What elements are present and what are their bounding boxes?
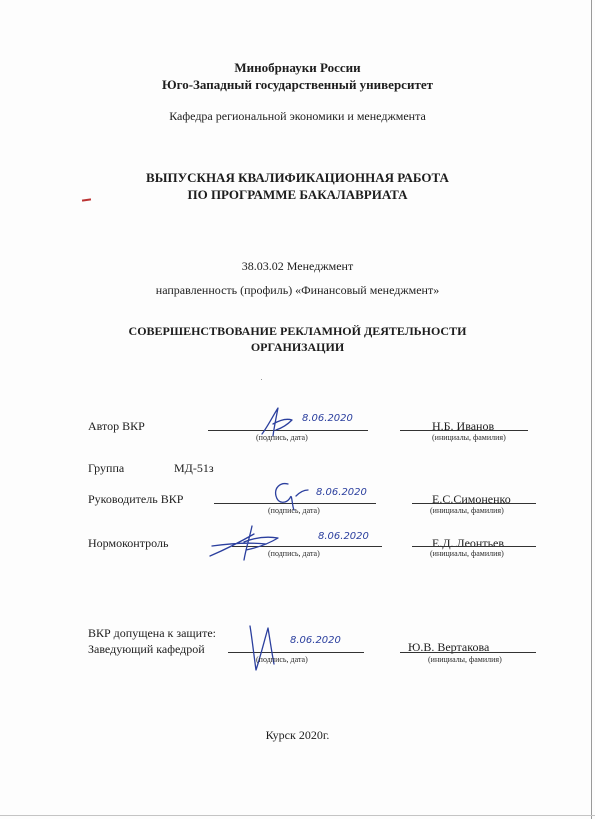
normcontrol-label: Нормоконтроль [88, 536, 169, 550]
author-name-line [400, 430, 528, 431]
department-name: Кафедра региональной экономики и менеджмента [169, 109, 426, 123]
approval-name-caption: (инициалы, фамилия) [428, 655, 502, 664]
approval-label-line1: ВКР допущена к защите: [88, 626, 216, 640]
work-type-line1: ВЫПУСКНАЯ КВАЛИФИКАЦИОННАЯ РАБОТА [146, 170, 449, 185]
supervisor-sign-caption: (подпись, дата) [268, 506, 320, 515]
profile-line: направленность (профиль) «Финансовый менеджмент» [155, 283, 440, 297]
supervisor-date: 8.06.2020 [316, 487, 367, 498]
scan-edge-bottom [0, 815, 595, 816]
author-name: Н.Б. Иванов [432, 419, 495, 433]
approval-name-line [400, 652, 536, 653]
university-name: Юго-Западный государственный университет [162, 77, 433, 92]
normcontrol-name: Е.Д. Леонтьев [432, 536, 505, 550]
approval-date: 8.06.2020 [290, 635, 341, 646]
supervisor-name-caption: (инициалы, фамилия) [430, 506, 504, 515]
normcontrol-date: 8.06.2020 [318, 531, 369, 542]
city-year: Курск 2020г. [265, 728, 330, 742]
group-value: МД-51з [174, 461, 214, 475]
ministry-name: Минобрнауки России [234, 60, 361, 75]
normcontrol-name-caption: (инициалы, фамилия) [430, 549, 504, 558]
scan-dot [261, 379, 262, 380]
approval-name: Ю.В. Вертакова [408, 640, 490, 654]
author-sign-caption: (подпись, дата) [256, 433, 308, 442]
author-label: Автор ВКР [88, 419, 145, 433]
author-name-caption: (инициалы, фамилия) [432, 433, 506, 442]
supervisor-label: Руководитель ВКР [88, 492, 184, 506]
approval-label-line2: Заведующий кафедрой [88, 642, 205, 656]
thesis-title-line1: СОВЕРШЕНСТВОВАНИЕ РЕКЛАМНОЙ ДЕЯТЕЛЬНОСТИ [128, 324, 467, 338]
work-type-line2: ПО ПРОГРАММЕ БАКАЛАВРИАТА [187, 187, 408, 202]
thesis-title-line2: ОРГАНИЗАЦИИ [250, 340, 345, 354]
supervisor-name-line [412, 503, 536, 504]
approval-signature [244, 620, 278, 676]
normcontrol-sign-caption: (подпись, дата) [268, 549, 320, 558]
approval-sign-caption: (подпись, дата) [256, 655, 308, 664]
group-label: Группа [88, 461, 125, 475]
author-date: 8.06.2020 [302, 413, 353, 424]
supervisor-name: Е.С.Симоненко [432, 492, 511, 506]
specialty-code: 38.03.02 Менеджмент [241, 259, 354, 273]
normcontrol-name-line [412, 546, 536, 547]
